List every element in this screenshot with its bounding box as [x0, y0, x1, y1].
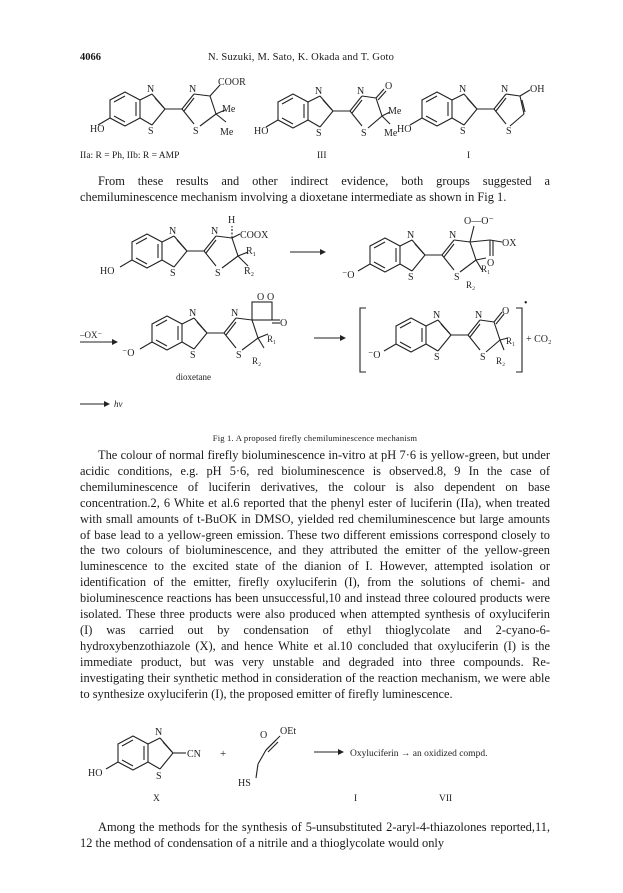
svg-text:H: H: [228, 215, 236, 226]
svg-text:R₂: R₂: [466, 280, 476, 290]
svg-text:R₂: R₂: [496, 356, 506, 366]
synthesis-scheme: [80, 722, 550, 808]
svg-text:S: S: [190, 350, 196, 361]
svg-text:+: +: [220, 748, 227, 760]
label-iii: III: [317, 151, 327, 161]
svg-text:O: O: [502, 306, 510, 317]
svg-text:HO: HO: [254, 126, 269, 137]
svg-text:N: N: [231, 308, 239, 319]
svg-text:R₂: R₂: [244, 266, 255, 277]
structure-iii: [254, 81, 402, 139]
svg-text:N: N: [501, 84, 509, 95]
paragraph-2: The colour of normal firefly bioluminescence in-vitro at pH 7·6 is yellow-green, but under acidic conditions, e.g. pH 5·6, red bioluminescence is observed.8, 9 In the case of chemiluminescence of luciferin derivatives, the colour is also dependent on base concentration.2, 6 White et al.6 reported that the phenyl ester of luciferin (IIa), when treated with small amounts of t-BuOK in DMSO, yielded red chemiluminescence but large amounts of base lead to a yellow-green emission. These two different emissions correspond closely to the two colours of bioluminescence, and they attributed the emitter of the yellow-green luminescence to the excited state of the dianion of I. However, attempted isolation or identification of the emitter, firefly oxyluciferin (I), from the solutions of chemi- and bioluminescence reactions has been unsuccessful,10 and instead three coloured products were isolated. These three products were also produced when attempted synthesis of oxyluciferin (I) was carried out by condensation of ethyl thioglycolate and 2-cyano-6-hydroxybenzothiazole (X), and hence White et al.10 concluded that oxyluciferin (I) is the immediate product, but was very unstable and degraded into three compounds. Re-investigating their synthetic method in consideration of the reaction mechanism, we were able to synthesize oxyluciferin (I), the proposed emitter of firefly luminescence.: [80, 448, 550, 701]
svg-text:HO: HO: [88, 768, 103, 779]
svg-text:N: N: [189, 308, 197, 319]
svg-text:N: N: [315, 86, 323, 97]
svg-text:N: N: [449, 230, 457, 241]
svg-text:N: N: [459, 84, 467, 95]
label-i-bottom: I: [354, 794, 358, 804]
svg-text:S: S: [460, 126, 466, 137]
compound-x: [88, 727, 201, 782]
running-head: N. Suzuki, M. Sato, K. Okada and T. Goto: [208, 52, 395, 63]
svg-text:⁻O: ⁻O: [342, 270, 355, 281]
svg-text:S: S: [156, 771, 162, 782]
fig1-peroxide-anion: [342, 216, 517, 290]
co2-label: + CO₂: [526, 334, 552, 345]
svg-text:R₁: R₁: [267, 334, 277, 344]
svg-text:R₁: R₁: [481, 264, 491, 274]
svg-text:O: O: [385, 81, 393, 92]
label-vii: VII: [439, 794, 453, 804]
svg-text:OH: OH: [530, 84, 545, 95]
atom-ho: HO: [90, 124, 105, 135]
svg-text:S: S: [193, 126, 199, 137]
svg-text:O: O: [260, 730, 268, 741]
svg-text:Me: Me: [388, 106, 402, 117]
fig1-mechanism-scheme: [72, 212, 562, 430]
svg-text:S: S: [480, 352, 486, 363]
hv-label: hv: [114, 399, 123, 409]
svg-text:R₁: R₁: [246, 246, 257, 257]
svg-text:•: •: [524, 298, 528, 309]
svg-text:OX: OX: [502, 238, 517, 249]
svg-text:N: N: [357, 86, 365, 97]
fig1-dioxetane: [122, 292, 287, 366]
paragraph-3: Among the methods for the synthesis of 5-unsubstituted 2-aryl-4-thiazolones reported,11, 12 the method of condensation of a nitrile and a thioglycolate would only: [80, 820, 550, 850]
paragraph-1: From these results and other indirect evidence, both groups suggested a chemiluminescence mechanism involving a dioxetane intermediate as shown in Fig 1.: [80, 174, 550, 204]
structure-ii: [90, 77, 246, 138]
svg-text:O: O: [267, 292, 275, 303]
svg-text:⁻O: ⁻O: [368, 350, 381, 361]
svg-text:S: S: [236, 350, 242, 361]
svg-text:S: S: [506, 126, 512, 137]
svg-text:S: S: [148, 126, 154, 137]
structure-i: [397, 84, 544, 137]
svg-text:N: N: [189, 84, 197, 95]
label-x: X: [153, 794, 160, 804]
ethyl-thioglycolate: [238, 726, 296, 789]
svg-text:S: S: [408, 272, 414, 283]
svg-text:HS: HS: [238, 778, 251, 789]
svg-text:HO: HO: [397, 124, 412, 135]
svg-text:Me: Me: [384, 128, 398, 139]
svg-text:S: S: [361, 128, 367, 139]
svg-text:N: N: [475, 310, 483, 321]
page-number: 4066: [80, 52, 101, 63]
svg-text:S: S: [215, 268, 221, 279]
svg-text:O: O: [487, 258, 495, 269]
svg-text:N: N: [211, 226, 219, 237]
label-i: I: [467, 151, 471, 161]
svg-text:⁻O: ⁻O: [122, 348, 135, 359]
svg-text:HO: HO: [100, 266, 115, 277]
product-text: Oxyluciferin → an oxidized compd.: [350, 749, 488, 759]
dioxetane-label: dioxetane: [176, 372, 211, 382]
svg-text:O: O: [280, 318, 288, 329]
svg-text:S: S: [170, 268, 176, 279]
fig1-excited-state: [360, 298, 528, 372]
fig1-luciferin-ester: [100, 215, 269, 279]
svg-text:S: S: [316, 128, 322, 139]
svg-text:N: N: [169, 226, 177, 237]
svg-text:S: S: [434, 352, 440, 363]
svg-text:O—O⁻: O—O⁻: [464, 216, 494, 227]
svg-text:R₂: R₂: [252, 356, 262, 366]
svg-text:S: S: [454, 272, 460, 283]
svg-text:COOX: COOX: [240, 230, 269, 241]
svg-text:OEt: OEt: [280, 726, 297, 737]
svg-text:CN: CN: [187, 749, 201, 760]
svg-text:N: N: [407, 230, 415, 241]
fig1-step-label: –OX⁻: [80, 330, 103, 340]
svg-text:COOR: COOR: [218, 77, 246, 88]
svg-text:Me: Me: [222, 104, 236, 115]
figure-caption: Fig 1. A proposed firefly chemiluminescence mechanism: [212, 433, 418, 443]
svg-text:Me: Me: [220, 127, 234, 138]
label-iia-iib: IIa: R = Ph, IIb: R = AMP: [80, 151, 180, 161]
svg-text:O: O: [257, 292, 265, 303]
svg-text:R₁: R₁: [506, 336, 516, 346]
svg-text:N: N: [433, 310, 441, 321]
svg-text:N: N: [147, 84, 155, 95]
svg-text:N: N: [155, 727, 163, 738]
